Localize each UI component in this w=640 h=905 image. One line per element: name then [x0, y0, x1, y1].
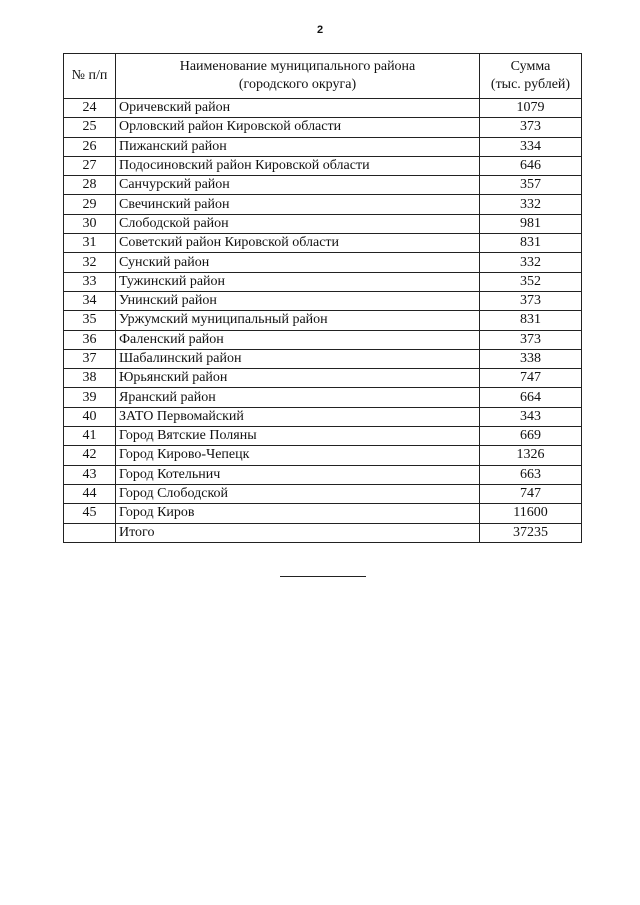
- table-row: [64, 446, 582, 465]
- amount: 664: [480, 388, 582, 407]
- table-row: [64, 99, 582, 118]
- amount: 1326: [480, 446, 582, 465]
- district-name: ЗАТО Первомайский: [116, 407, 480, 426]
- row-number: 39: [64, 388, 116, 407]
- table-row: [64, 253, 582, 272]
- district-name: Город Слободской: [116, 484, 480, 503]
- total-label: Итого: [116, 523, 480, 542]
- row-number: 41: [64, 427, 116, 446]
- amount: 747: [480, 369, 582, 388]
- district-name: Подосиновский район Кировской области: [116, 156, 480, 175]
- district-name: Оричевский район: [116, 99, 480, 118]
- amount: 352: [480, 272, 582, 291]
- row-number: 32: [64, 253, 116, 272]
- header-row: [64, 54, 582, 99]
- amount: 373: [480, 330, 582, 349]
- row-number: 42: [64, 446, 116, 465]
- amount: 332: [480, 253, 582, 272]
- header-name-line2: (городского округа): [238, 77, 357, 92]
- amount: 831: [480, 234, 582, 253]
- district-name: Город Котельнич: [116, 465, 480, 484]
- table-row: [64, 465, 582, 484]
- amount: 831: [480, 311, 582, 330]
- row-number: 33: [64, 272, 116, 291]
- table-row: [64, 388, 582, 407]
- end-of-document-line: [280, 576, 366, 577]
- row-number: 26: [64, 137, 116, 156]
- amount: 663: [480, 465, 582, 484]
- district-name: Шабалинский район: [116, 349, 480, 368]
- row-number: 24: [64, 99, 116, 118]
- table-row: [64, 407, 582, 426]
- header-name: [116, 54, 480, 99]
- total-sum: 37235: [480, 523, 582, 542]
- row-number: 40: [64, 407, 116, 426]
- header-number: [64, 54, 116, 99]
- amount: 747: [480, 484, 582, 503]
- amount: 332: [480, 195, 582, 214]
- amount: 669: [480, 427, 582, 446]
- table-row: [64, 137, 582, 156]
- district-name: Юрьянский район: [116, 369, 480, 388]
- row-number: 45: [64, 504, 116, 523]
- row-number: 44: [64, 484, 116, 503]
- district-name: Сунский район: [116, 253, 480, 272]
- row-number: 25: [64, 118, 116, 137]
- district-name: Город Вятские Поляны: [116, 427, 480, 446]
- amount: 646: [480, 156, 582, 175]
- amount: 343: [480, 407, 582, 426]
- page-number: 2: [316, 24, 324, 36]
- district-name: Уржумский муниципальный район: [116, 311, 480, 330]
- table-row: [64, 311, 582, 330]
- district-name: Фаленский район: [116, 330, 480, 349]
- amount: 334: [480, 137, 582, 156]
- district-name: Унинский район: [116, 291, 480, 310]
- row-number: 43: [64, 465, 116, 484]
- amount: 373: [480, 118, 582, 137]
- header-number-label: № п/п: [71, 68, 108, 83]
- district-name: Пижанский район: [116, 137, 480, 156]
- district-name: Яранский район: [116, 388, 480, 407]
- district-name: Город Киров: [116, 504, 480, 523]
- allocation-table: [63, 53, 582, 543]
- table-row: [64, 427, 582, 446]
- table-header: [64, 54, 582, 99]
- row-number: 29: [64, 195, 116, 214]
- row-number: 34: [64, 291, 116, 310]
- table-row: [64, 291, 582, 310]
- district-name: Город Кирово-Чепецк: [116, 446, 480, 465]
- row-number: 27: [64, 156, 116, 175]
- table-footer: [64, 523, 582, 542]
- row-number: 28: [64, 176, 116, 195]
- table-row: [64, 234, 582, 253]
- district-name: Санчурский район: [116, 176, 480, 195]
- header-sum: [480, 54, 582, 99]
- table-body: [64, 99, 582, 524]
- header-name-line1: Наименование муниципального района: [179, 59, 416, 74]
- table-row: [64, 272, 582, 291]
- row-number: 30: [64, 214, 116, 233]
- amount: 338: [480, 349, 582, 368]
- table-row: [64, 156, 582, 175]
- table-row: [64, 118, 582, 137]
- amount: 11600: [480, 504, 582, 523]
- amount: 1079: [480, 99, 582, 118]
- table-row: [64, 349, 582, 368]
- total-number: [64, 523, 116, 542]
- header-sum-line2: (тыс. рублей): [490, 77, 571, 92]
- table-row: [64, 195, 582, 214]
- table-row: [64, 504, 582, 523]
- row-number: 35: [64, 311, 116, 330]
- district-name: Орловский район Кировской области: [116, 118, 480, 137]
- total-row: [64, 523, 582, 542]
- amount: 981: [480, 214, 582, 233]
- amount: 357: [480, 176, 582, 195]
- table-row: [64, 176, 582, 195]
- table-row: [64, 330, 582, 349]
- amount: 373: [480, 291, 582, 310]
- row-number: 31: [64, 234, 116, 253]
- district-name: Тужинский район: [116, 272, 480, 291]
- table-row: [64, 214, 582, 233]
- row-number: 37: [64, 349, 116, 368]
- row-number: 38: [64, 369, 116, 388]
- row-number: 36: [64, 330, 116, 349]
- table-row: [64, 484, 582, 503]
- table-row: [64, 369, 582, 388]
- header-sum-line1: Сумма: [510, 59, 551, 74]
- district-name: Советский район Кировской области: [116, 234, 480, 253]
- district-name: Слободской район: [116, 214, 480, 233]
- district-name: Свечинский район: [116, 195, 480, 214]
